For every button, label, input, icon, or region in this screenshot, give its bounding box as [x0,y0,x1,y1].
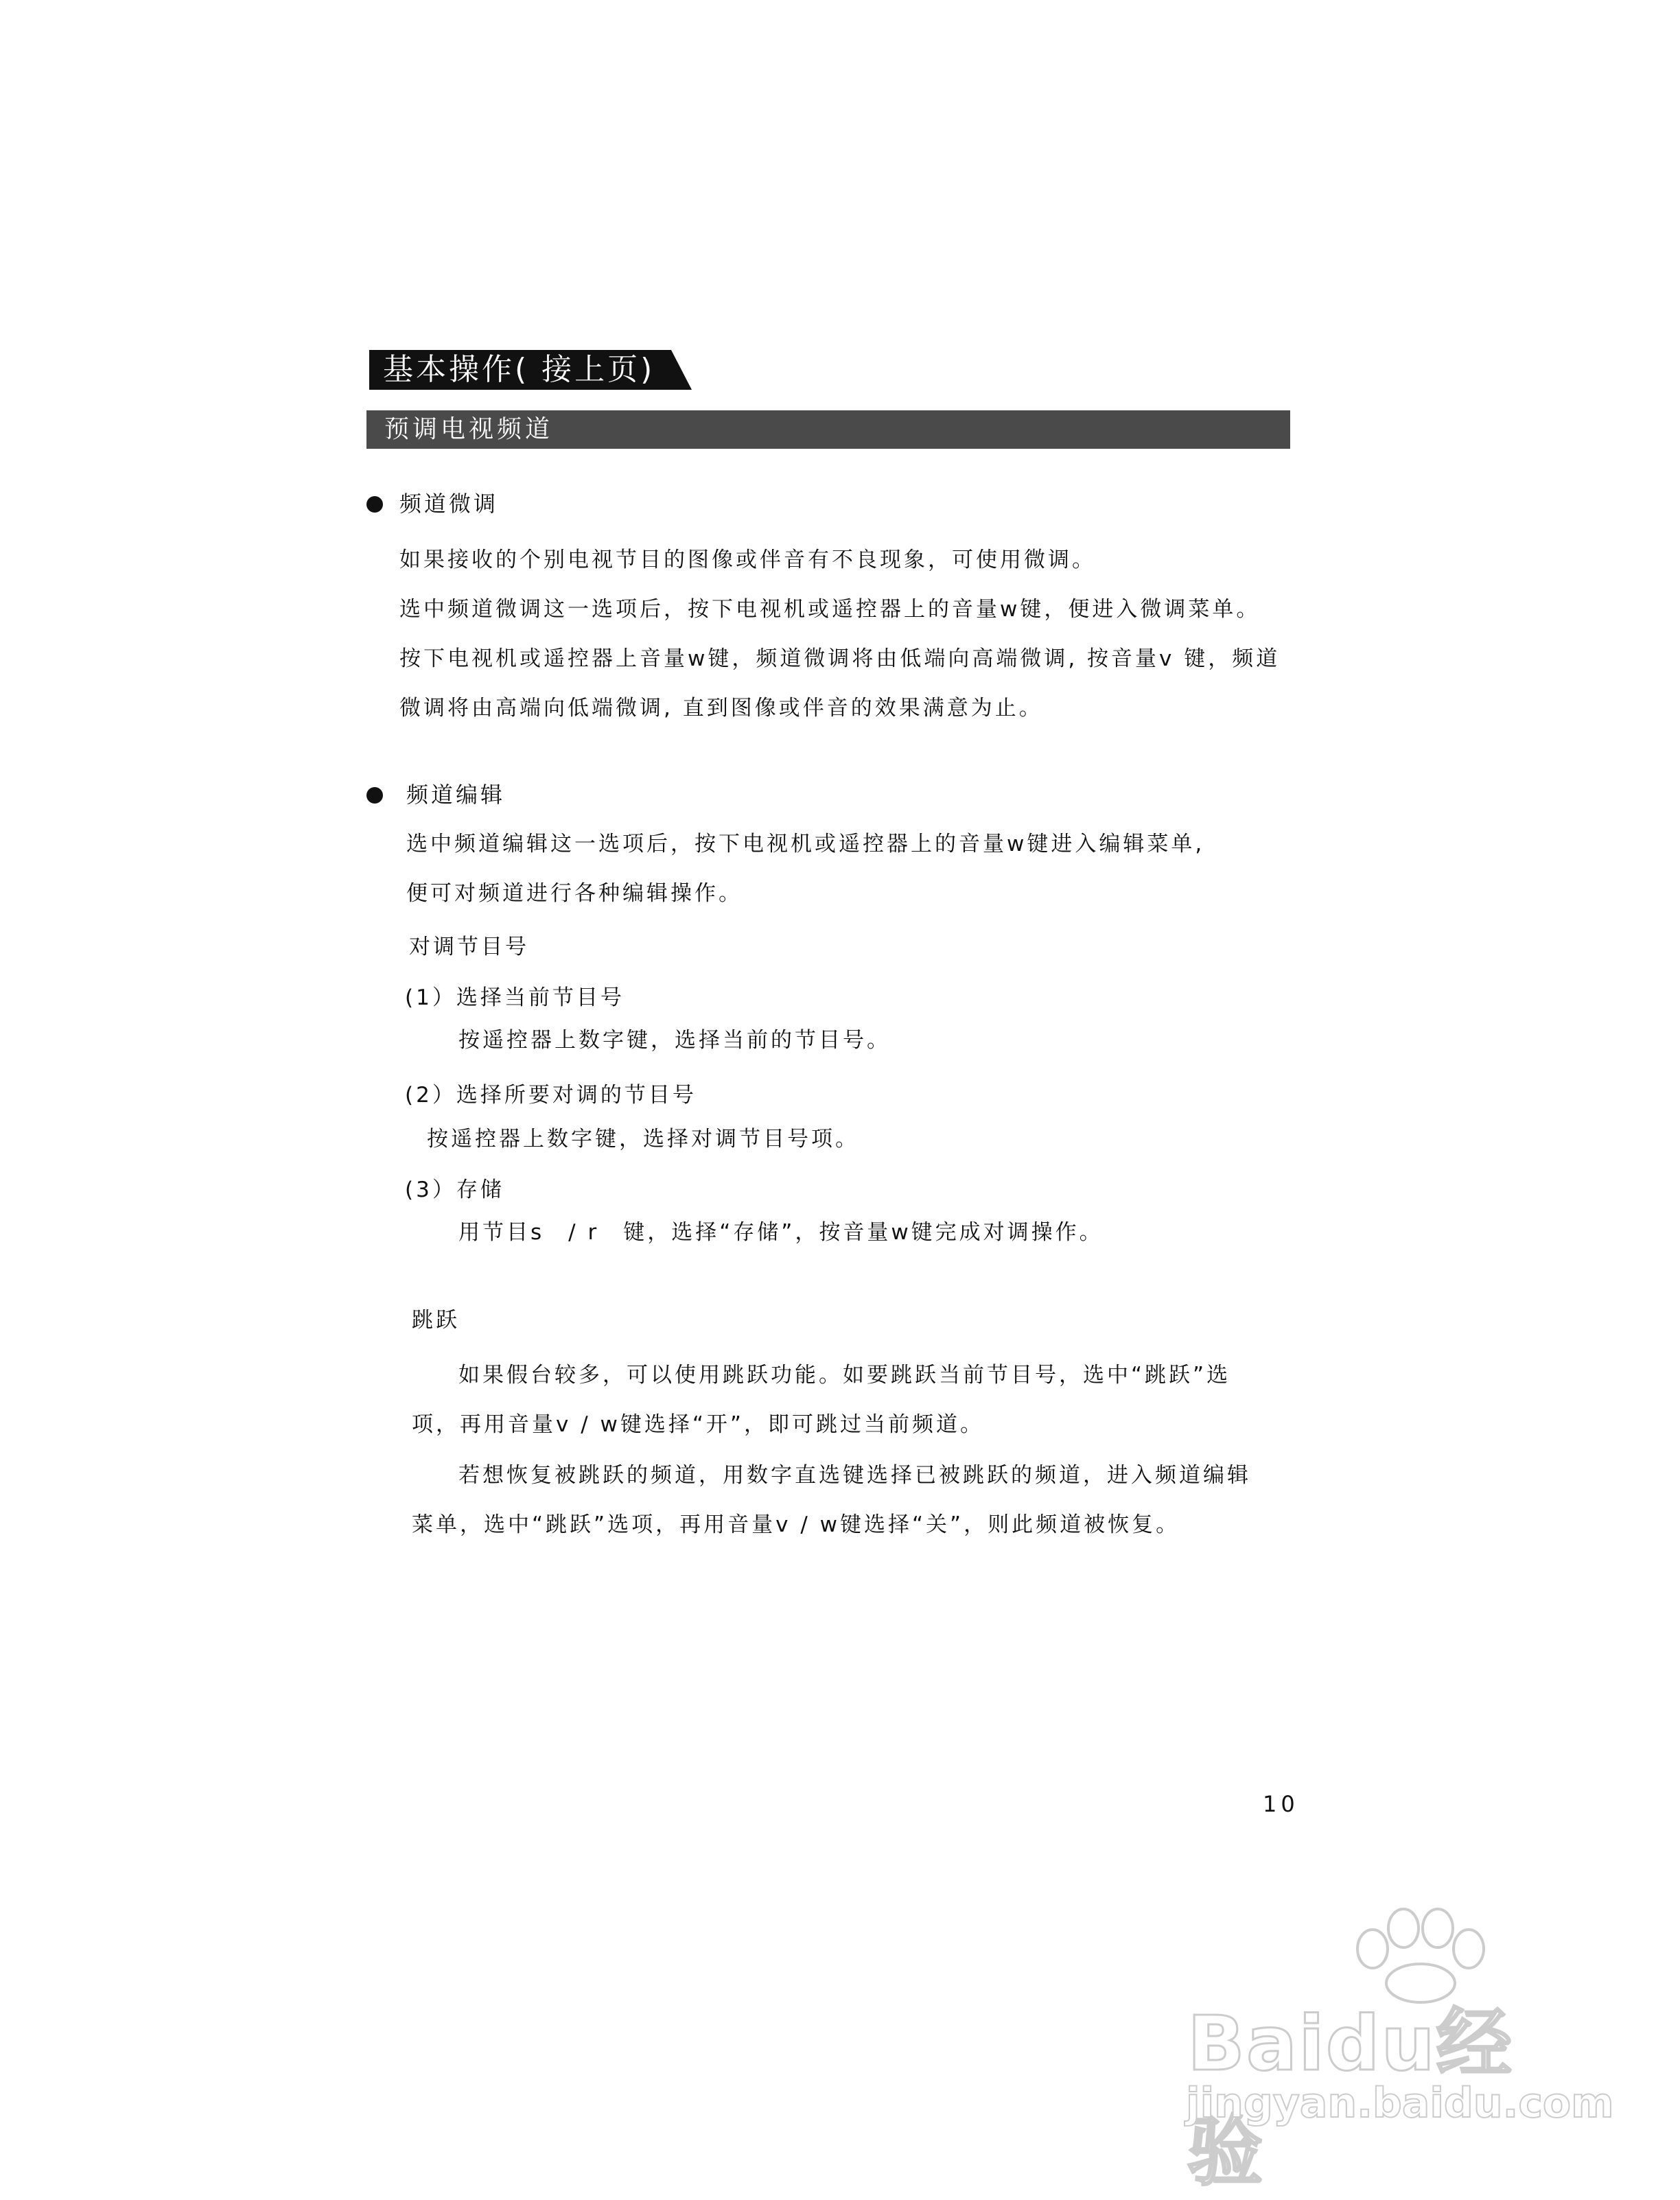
watermark [1167,1901,1614,2196]
page-title: 基本操作( 接上页) [383,352,655,387]
channel-edit-line: 便可对频道进行各种编辑操作。 [406,881,743,906]
fine-tune-line: 按下电视机或遥控器上音量w键，频道微调将由低端向高端微调, 按音量v 键，频道 [399,646,1281,671]
swap-step-title: (1）选择当前节目号 [405,985,625,1010]
fine-tune-heading: 频道微调 [399,491,499,517]
skip-title: 跳跃 [412,1308,460,1333]
section-title: 预调电视频道 [384,415,554,443]
channel-edit-line: 选中频道编辑这一选项后，按下电视机或遥控器上的音量w键进入编辑菜单, [406,832,1205,856]
fine-tune-line: 微调将由高端向低端微调, 直到图像或伴音的效果满意为止。 [399,696,1043,721]
fine-tune-line: 选中频道微调这一选项后，按下电视机或遥控器上的音量w键，便进入微调菜单。 [399,597,1261,622]
bullet-icon [366,496,383,513]
swap-step-title: (2）选择所要对调的节目号 [405,1083,697,1108]
fine-tune-line: 如果接收的个别电视节目的图像或伴音有不良现象，可使用微调。 [399,548,1096,572]
skip-line: 如果假台较多，可以使用跳跃功能。如要跳跃当前节目号，选中“跳跃”选 [458,1363,1231,1388]
swap-title: 对调节目号 [409,935,529,959]
swap-step-title: (3）存储 [405,1178,504,1202]
skip-line: 项，再用音量v / w键选择“开”，即可跳过当前频道。 [412,1412,984,1437]
page-number: 10 [1263,1791,1299,1817]
swap-step-text: 按遥控器上数字键，选择对调节目号项。 [427,1127,859,1151]
skip-line: 菜单，选中“跳跃”选项，再用音量v / w键选择“关”，则此频道被恢复。 [412,1512,1180,1537]
bullet-icon [366,787,383,804]
swap-step-text: 按遥控器上数字键，选择当前的节目号。 [458,1028,891,1053]
swap-step-text: 用节目s / r 键，选择“存储”，按音量w键完成对调操作。 [458,1220,1104,1245]
watermark-url: jingyan.baidu.com [1186,2079,1614,2127]
header-banner [369,350,692,390]
skip-line: 若想恢复被跳跃的频道，用数字直选键选择已被跳跃的频道，进入频道编辑 [458,1463,1251,1488]
section-bar [366,410,1290,449]
channel-edit-heading: 频道编辑 [406,782,506,808]
watermark-logo-text: Baidu经验 [1187,2000,1513,2196]
